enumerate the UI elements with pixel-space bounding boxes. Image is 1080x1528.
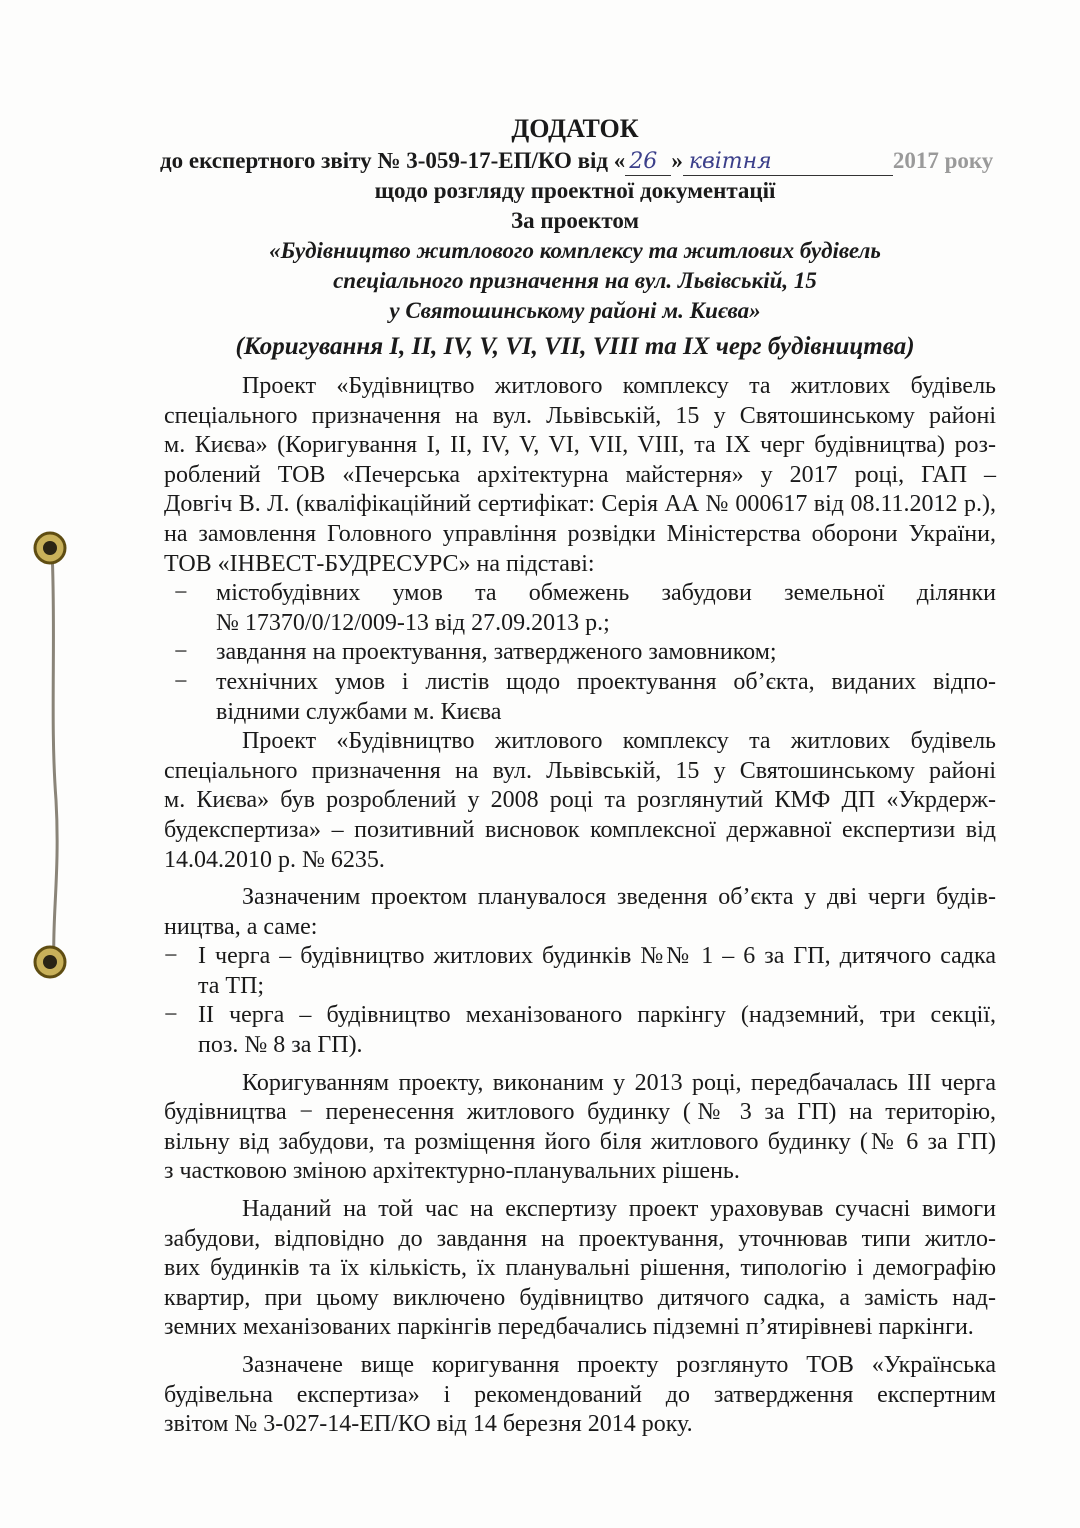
eyelet-bottom — [35, 947, 65, 977]
text-line: І черга – будівництво житлових будинків №№ 1 – 6 за ГП, дитячого садка — [198, 943, 996, 970]
text-line: 14.04.2010 р. № 6235. — [164, 846, 385, 873]
stages-list — [164, 942, 996, 1060]
text-line: відними службами м. Києва — [216, 698, 502, 725]
project-name-line-1: «Будівництво житлового комплексу та житлових будівель — [269, 238, 881, 263]
text-line: земних механізованих паркінгів передбачались підземні п’ятирівневі паркінги. — [164, 1314, 974, 1341]
document-title: ДОДАТОК — [511, 114, 639, 143]
document-body — [164, 372, 996, 1440]
list-dash: − — [164, 1002, 178, 1029]
project-correction-scope: (Коригування I, II, IV, V, VI, VII, VIII та IX черг будівництва) — [235, 333, 915, 360]
text-line: Проект «Будівництво житлового комплексу та житлових будівель — [242, 728, 996, 755]
subject-line: щодо розгляду проектної документації — [374, 178, 776, 203]
text-line: Зазначене вище коригування проекту розглянуто ТОВ «Українська — [242, 1352, 996, 1378]
text-line: з частковою зміною архітектурно-планувальних рішень. — [164, 1158, 740, 1185]
handwritten-day: 26 — [629, 149, 658, 174]
list-dash: − — [174, 580, 188, 607]
text-line: Проект «Будівництво житлового комплексу та житлових будівель — [242, 373, 996, 399]
basis-list — [164, 579, 996, 727]
binding-eyelets — [0, 0, 120, 1528]
text-line: роблений ТОВ «Печерська архітектурна майстерня» у 2017 році, ГАП – — [164, 461, 996, 488]
text-line: технічних умов і листів щодо проектування об’єкта, виданих відпо- — [216, 668, 996, 695]
text-line: поз. № 8 за ГП). — [198, 1032, 363, 1059]
text-line: на замовлення Головного управління розвідки Міністерства оборони України, — [164, 520, 996, 547]
list-item — [164, 579, 996, 638]
quote-close: » — [671, 148, 683, 173]
list-dash: − — [174, 639, 188, 666]
report-year: 2017 року — [892, 148, 994, 173]
text-line: звітом № 3-027-14-ЕП/КО від 14 березня 2014 року. — [164, 1411, 693, 1438]
text-line: ТОВ «ІНВЕСТ-БУДРЕСУРС» на підставі: — [164, 550, 595, 577]
text-line: та ТП; — [198, 972, 265, 999]
text-line: № 17370/0/12/009-13 від 27.09.2013 р.; — [216, 609, 610, 636]
text-line: будівельна експертиза» і рекомендований до затвердження експертним — [164, 1381, 996, 1408]
list-item — [164, 638, 996, 668]
list-item — [164, 668, 996, 727]
list-dash: − — [164, 943, 178, 970]
text-line: вільну від забудови, та розміщення його біля житлового будинку (№ 6 за ГП) — [164, 1128, 996, 1155]
text-line: Довгіч В. Л. (кваліфікаційний сертифікат: Серія АА № 000617 від 08.11.2012 р.), — [164, 491, 996, 518]
text-line: Наданий на той час на експертизу проект ураховував сучасні вимоги — [242, 1196, 996, 1223]
binding-thread — [52, 550, 57, 960]
document-header — [160, 112, 994, 366]
text-line: спеціального призначення на вул. Львівській, 15 у Святошинському районі — [164, 402, 996, 429]
report-reference-line — [160, 146, 994, 176]
month-field — [683, 149, 893, 176]
text-line: будівництва − перенесення житлового будинку (№ 3 за ГП) на територію, — [164, 1099, 996, 1126]
paragraph-2013-correction — [164, 1069, 996, 1187]
day-field — [625, 149, 671, 176]
text-line: ІІ черга – будівництво механізованого паркінгу (надземний, три секції, — [198, 1002, 996, 1029]
text-line: забудови, відповідно до завдання на проектування, уточнював типи житло- — [164, 1225, 996, 1252]
text-line: квартир, при цьому виключено будівництво дитячого садка, а замість над- — [164, 1284, 996, 1311]
text-line: спеціального призначення на вул. Львівській, 15 у Святошинському районі — [164, 757, 996, 784]
list-item — [164, 942, 996, 1001]
text-line: містобудівних умов та обмежень забудови земельної ділянки — [216, 580, 996, 607]
eyelet-top — [35, 533, 65, 563]
text-line: вих будинків та їх кількість, їх планувальні рішення, типологію і демографію — [164, 1255, 996, 1282]
report-reference-prefix: до експертного звіту № 3-059-17-ЕП/КО від « — [160, 148, 626, 173]
list-dash: − — [174, 668, 188, 695]
text-line: м. Києва» (Коригування I, II, IV, V, VI, VII, VIII, та IX черг будівництва) роз- — [164, 432, 996, 459]
text-line: ництва, а саме: — [164, 913, 318, 940]
text-line: будекспертиза» – позитивний висновок комплексної державної експертизи від — [164, 816, 996, 843]
project-name-line-2: спеціального призначення на вул. Львівській, 15 — [333, 268, 817, 293]
handwritten-month: квітня — [688, 149, 772, 174]
text-line: м. Києва» був розроблений у 2008 році та розглянутий КМФ ДП «Укрдерж- — [164, 787, 996, 814]
paragraph-expertise-submission — [164, 1195, 996, 1343]
project-name-line-3: у Святошинському районі м. Києва» — [389, 298, 761, 323]
paragraph-construction-stages — [164, 883, 996, 942]
text-line: завдання на проектування, затвердженого замовником; — [216, 639, 777, 666]
text-line: Коригуванням проекту, виконаним у 2013 році, передбачалась ІІІ черга — [242, 1069, 996, 1096]
paragraph-previous-report — [164, 1351, 996, 1440]
text-line: Зазначеним проектом планувалося зведення об’єкта у дві черги будів- — [242, 884, 996, 911]
paragraph-project-intro — [164, 372, 996, 579]
list-item — [164, 1001, 996, 1060]
paragraph-original-project — [164, 727, 996, 875]
project-label: За проектом — [510, 208, 640, 233]
